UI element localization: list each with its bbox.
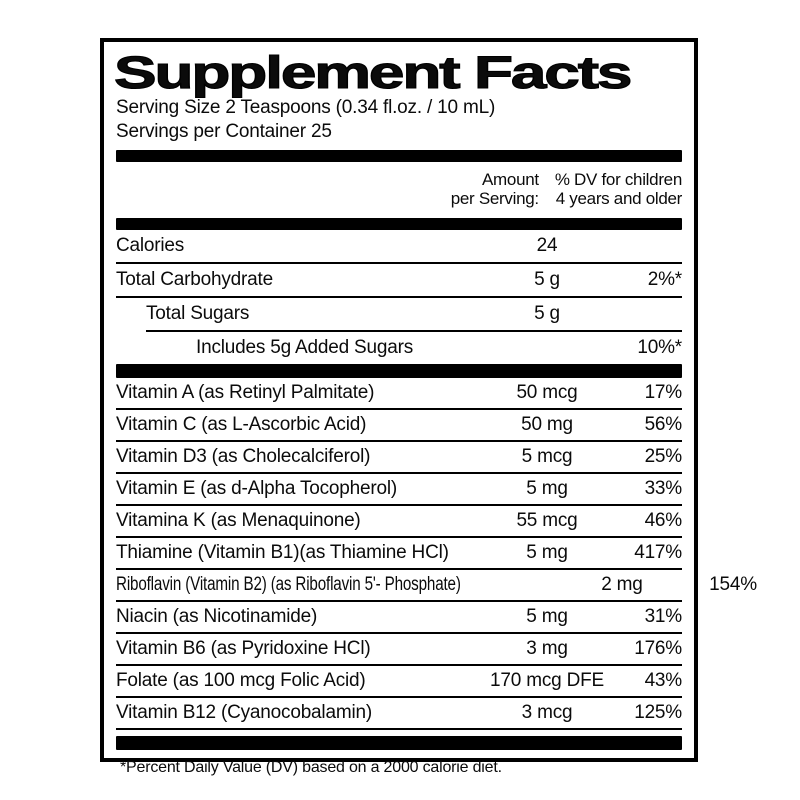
nutrient-dv: 25% [644,446,682,467]
nutrient-amount: 5 mcg [521,446,573,467]
nutrient-dv: 31% [644,606,682,627]
nutrient-name: Vitamin D3 (as Cholecalciferol) [116,446,371,467]
nutrient-dv: 125% [634,702,682,723]
macro-rows-section [116,230,682,364]
nutrient-amount: 5 g [534,269,560,290]
table-row [116,442,682,474]
nutrient-name: Vitamin A (as Retinyl Palmitate) [116,382,375,403]
separator-bar [116,218,682,230]
column-headers [116,162,682,218]
vitamin-rows-section [116,378,757,730]
column-header-amount [451,170,539,208]
nutrient-name: Folate (as 100 mcg Folic Acid) [116,670,366,691]
nutrient-name: Thiamine (Vitamin B1)(as Thiamine HCl) [116,542,449,563]
nutrient-dv: 10%* [637,337,682,358]
table-row [116,230,682,264]
nutrient-amount: 170 mcg DFE [490,670,604,691]
nutrient-amount: 5 g [534,303,560,324]
nutrient-name: Vitamina K (as Menaquinone) [116,510,361,531]
nutrient-name: Vitamin B12 (Cyanocobalamin) [116,702,372,723]
nutrient-dv: 2%* [647,269,682,290]
nutrient-amount: 2 mg [601,574,643,595]
nutrient-name: Niacin (as Nicotinamide) [116,606,318,627]
table-row [116,538,682,570]
nutrient-dv: 154% [709,574,757,595]
table-row [116,602,682,634]
column-header-dv [555,170,682,208]
footnote: *Percent Daily Value (DV) based on a 2000 calorie diet. [120,759,502,776]
nutrient-amount: 55 mcg [516,510,578,531]
nutrient-amount: 5 mg [526,478,568,499]
supplement-facts-label [100,38,757,776]
nutrient-amount: 50 mg [521,414,573,435]
amount-header-line2: per Serving: [450,189,539,208]
table-row [116,264,682,298]
nutrient-amount: 5 mg [526,542,568,563]
nutrient-name: Vitamin C (as L-Ascorbic Acid) [116,414,367,435]
serving-size: Serving Size 2 Teaspoons (0.34 fl.oz. / 10 mL) [116,97,496,118]
nutrient-name: Total Carbohydrate [116,269,273,290]
nutrient-dv: 56% [644,414,682,435]
separator-bar [116,364,682,378]
nutrient-name: Vitamin B6 (as Pyridoxine HCl) [116,638,371,659]
table-row [116,666,682,698]
dv-header-line1: % DV for children [554,170,682,189]
dv-header-line2: 4 years and older [555,189,682,208]
table-row [116,332,682,364]
nutrient-amount: 3 mg [526,638,568,659]
table-row [116,570,757,602]
nutrient-name: Riboflavin (Vitamin B2) (as Riboflavin 5'- Phosphate) [116,574,461,595]
nutrient-name: Calories [116,235,185,256]
table-row [146,298,682,332]
nutrient-amount: 24 [536,235,558,256]
nutrient-name: Vitamin E (as d-Alpha Tocopherol) [116,478,398,499]
separator-bar [116,736,682,750]
nutrient-dv: 417% [634,542,682,563]
table-row [116,378,682,410]
nutrient-name: Total Sugars [146,303,250,324]
servings-per-container: Servings per Container 25 [116,121,332,142]
table-row [116,634,682,666]
table-row [116,474,682,506]
nutrient-dv: 176% [634,638,682,659]
nutrient-amount: 50 mcg [516,382,578,403]
nutrient-amount: 5 mg [526,606,568,627]
amount-header-line1: Amount [482,170,539,189]
table-row [116,698,682,730]
table-row [116,506,682,538]
nutrient-name: Includes 5g Added Sugars [196,337,414,358]
nutrient-dv: 46% [644,510,682,531]
nutrient-dv: 43% [644,670,682,691]
nutrient-dv: 17% [644,382,682,403]
nutrient-amount: 3 mcg [521,702,573,723]
label-title: Supplement Facts [114,47,631,98]
table-row [116,410,682,442]
nutrient-dv: 33% [644,478,682,499]
separator-bar [116,150,682,162]
